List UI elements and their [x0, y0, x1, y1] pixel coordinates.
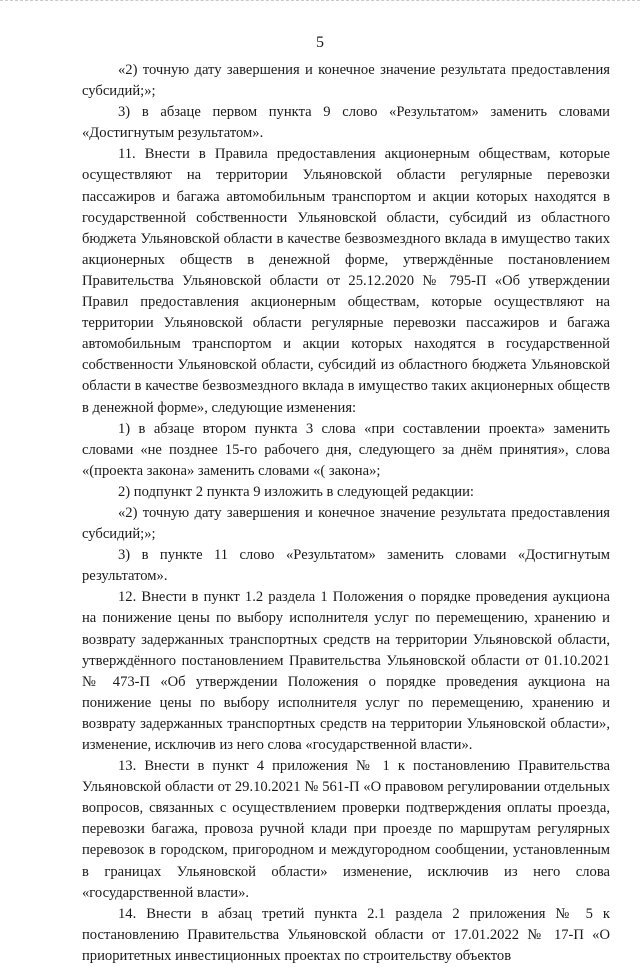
- page-number: 5: [316, 34, 324, 51]
- paragraph: «2) точную дату завершения и конечное значение результата предоставления субсидий;»;: [82, 62, 610, 100]
- paragraph: «2) точную дату завершения и конечное значение результата предоставления субсидий;»;: [82, 504, 610, 543]
- paragraph: 3) в пункте 11 слово «Результатом» заменить словами «Достигнутым результатом».: [82, 547, 610, 585]
- paragraph: 12. Внести в пункт 1.2 раздела 1 Положения о порядке проведения аукциона на понижение цены по выбору исполнителя услуг по перемещению, хранению и возврату задержанных транспортных средств на территории Ульяновской области, утверждённого постановлением Правительства Ульяновской области от 01.10.2021 № 473-П «Об утверждении Положения о порядке проведения аукциона на понижение цены по выбору исполнителя услуг по перемещению, хранению и возврату задержанных транспортных средств на территории Ульяновской области», изменение, исключив из него слова «государственной власти».: [82, 589, 610, 753]
- paragraph: 13. Внести в пункт 4 приложения № 1 к постановлению Правительства Ульяновской области от 29.10.2021 № 561-П «О правовом регулировании отдельных вопросов, связанных с осуществлением проверки подтверждения оплаты проезда, перевозки багажа, провоза ручной клади при проезде по маршрутам регулярных перевозок в городском, пригородном и междугородном сообщении, установленным в границах Ульяновской области» изменение, исключив из него слова «государственной власти».: [82, 758, 610, 901]
- paragraph: 14. Внести в абзац третий пункта 2.1 раздела 2 приложения № 5 к постановлению Правительства Ульяновской области от 17.01.2022 № 17-П «О приоритетных инвестиционных проектах по строительству объектов: [82, 905, 610, 964]
- paragraph: 1) в абзаце втором пункта 3 слова «при составлении проекта» заменить словами «не позднее 15-го рабочего дня, следующего за днём принятия», слова «(проекта закона» заменить словами «( закона»;: [82, 420, 610, 479]
- paragraph: 3) в абзаце первом пункта 9 слово «Результатом» заменить словами «Достигнутым результатом».: [82, 104, 610, 142]
- document-body: [82, 60, 610, 967]
- paragraph: 2) подпункт 2 пункта 9 изложить в следующей редакции:: [118, 483, 474, 500]
- scan-edge: [0, 0, 640, 11]
- paragraph: 11. Внести в Правила предоставления акционерным обществам, которые осуществляют на территории Ульяновской области регулярные перевозки пассажиров и багажа автомобильным транспортом и акции которых находятся в государственной собственности Ульяновской области, субсидий из областного бюджета Ульяновской области в качестве безвозмездного вклада в имущество таких акционерных обществ в денежной форме, утверждённые постановлением Правительства Ульяновской области от 25.12.2020 № 795-П «Об утверждении Правил предоставления акционерным обществам, которые осуществляют на территории Ульяновской области регулярные перевозки пассажиров и багажа автомобильным транспортом и акции которых находятся в государственной собственности Ульяновской области, субсидий из областного бюджета Ульяновской области в качестве безвозмездного вклада в имущество таких акционерных обществ в денежной форме», следующие изменения:: [82, 146, 610, 416]
